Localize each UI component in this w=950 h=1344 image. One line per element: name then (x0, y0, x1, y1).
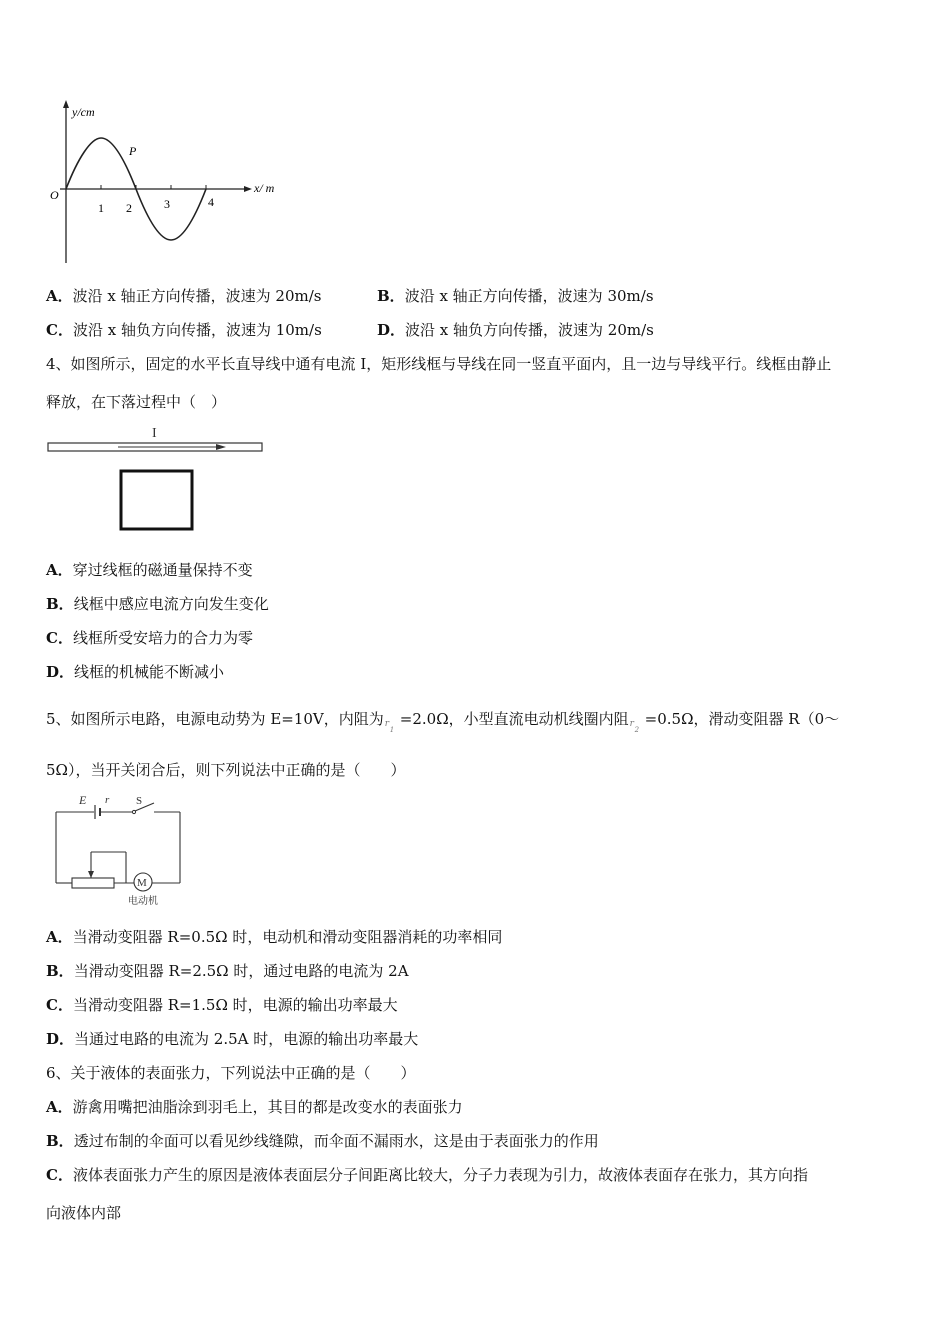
point-p-label: P (129, 144, 137, 158)
internal-r-label: r (105, 794, 110, 806)
q6-option-c: C．液体表面张力产生的原因是液体表面层分子间距离比较大，分子力表现为引力，故液体表面存在张力，其方向指 (46, 1166, 808, 1184)
q4-option-c: C．线框所受安培力的合力为零 (46, 629, 253, 647)
rheostat (72, 878, 114, 888)
q3-option-b: B．波沿 x 轴正方向传播，波速为 30m/s (377, 287, 654, 305)
q5-option-b: B．当滑动变阻器 R=2.5Ω 时，通过电路的电流为 2A (46, 962, 409, 980)
q4-option-b: B．线框中感应电流方向发生变化 (46, 595, 269, 613)
emf-label: E (79, 793, 87, 807)
wire-loop-figure (46, 420, 266, 535)
q4-option-d: D．线框的机械能不断减小 (46, 663, 225, 681)
rectangular-loop (121, 471, 192, 529)
wave-graph (46, 98, 286, 268)
motor-caption: 电动机 (128, 896, 158, 907)
current-arrow-head (216, 444, 226, 450)
x-axis-label: x/ m (254, 181, 275, 195)
motor-label: M (137, 877, 147, 889)
tick-label-2: 2 (126, 201, 132, 215)
q3-option-d: D．波沿 x 轴负方向传播，波速为 20m/s (377, 321, 654, 339)
circuit-diagram (46, 790, 196, 910)
x-axis-arrow (244, 186, 252, 192)
q3-option-a: A．波沿 x 轴正方向传播，波速为 20m/s (46, 287, 322, 305)
q5-stem-line1: 5、如图所示电路，电源电动势为 E=10V，内阻为 r 1 =2.0Ω，小型直流电动机线圈内阻 r 2 =0.5Ω，滑动变阻器 R（0～ (46, 710, 840, 734)
origin-label: O (50, 188, 59, 202)
q4-stem-line1: 4、如图所示，固定的水平长直导线中通有电流 I，矩形线框与导线在同一竖直平面内，且一边与导线平行。线框由静止 (46, 355, 832, 373)
q3-option-c: C．波沿 x 轴负方向传播，波速为 10m/s (46, 321, 322, 339)
tick-label-1: 1 (98, 201, 104, 215)
y-axis-arrow (63, 100, 69, 108)
q5-option-c: C．当滑动变阻器 R=1.5Ω 时，电源的输出功率最大 (46, 996, 398, 1014)
slider-arrow (88, 871, 94, 878)
wire-loop-diagram (46, 420, 266, 535)
q4-stem-line2: 释放，在下落过程中（ ） (46, 393, 227, 411)
switch-label: S (136, 795, 143, 807)
circuit-figure (46, 790, 196, 910)
tick-label-4: 4 (208, 195, 214, 209)
q6-option-c-line2: 向液体内部 (46, 1204, 122, 1222)
q6-option-a: A．游禽用嘴把油脂涂到羽毛上，其目的都是改变水的表面张力 (46, 1098, 463, 1116)
q5-stem-line2: 5Ω），当开关闭合后，则下列说法中正确的是（ ） (46, 761, 406, 779)
current-label: I (152, 426, 157, 441)
tick-label-3: 3 (164, 197, 170, 211)
q4-option-a: A．穿过线框的磁通量保持不变 (46, 561, 253, 579)
q5-option-a: A．当滑动变阻器 R=0.5Ω 时，电动机和滑动变阻器消耗的功率相同 (46, 928, 503, 946)
q6-option-b: B．透过布制的伞面可以看见纱线缝隙，而伞面不漏雨水，这是由于表面张力的作用 (46, 1132, 599, 1150)
wave-figure (46, 98, 286, 268)
q5-option-d: D．当通过电路的电流为 2.5A 时，电源的输出功率最大 (46, 1030, 419, 1048)
q6-stem: 6、关于液体的表面张力，下列说法中正确的是（ ） (46, 1064, 416, 1082)
y-axis-label: y/cm (72, 105, 95, 119)
